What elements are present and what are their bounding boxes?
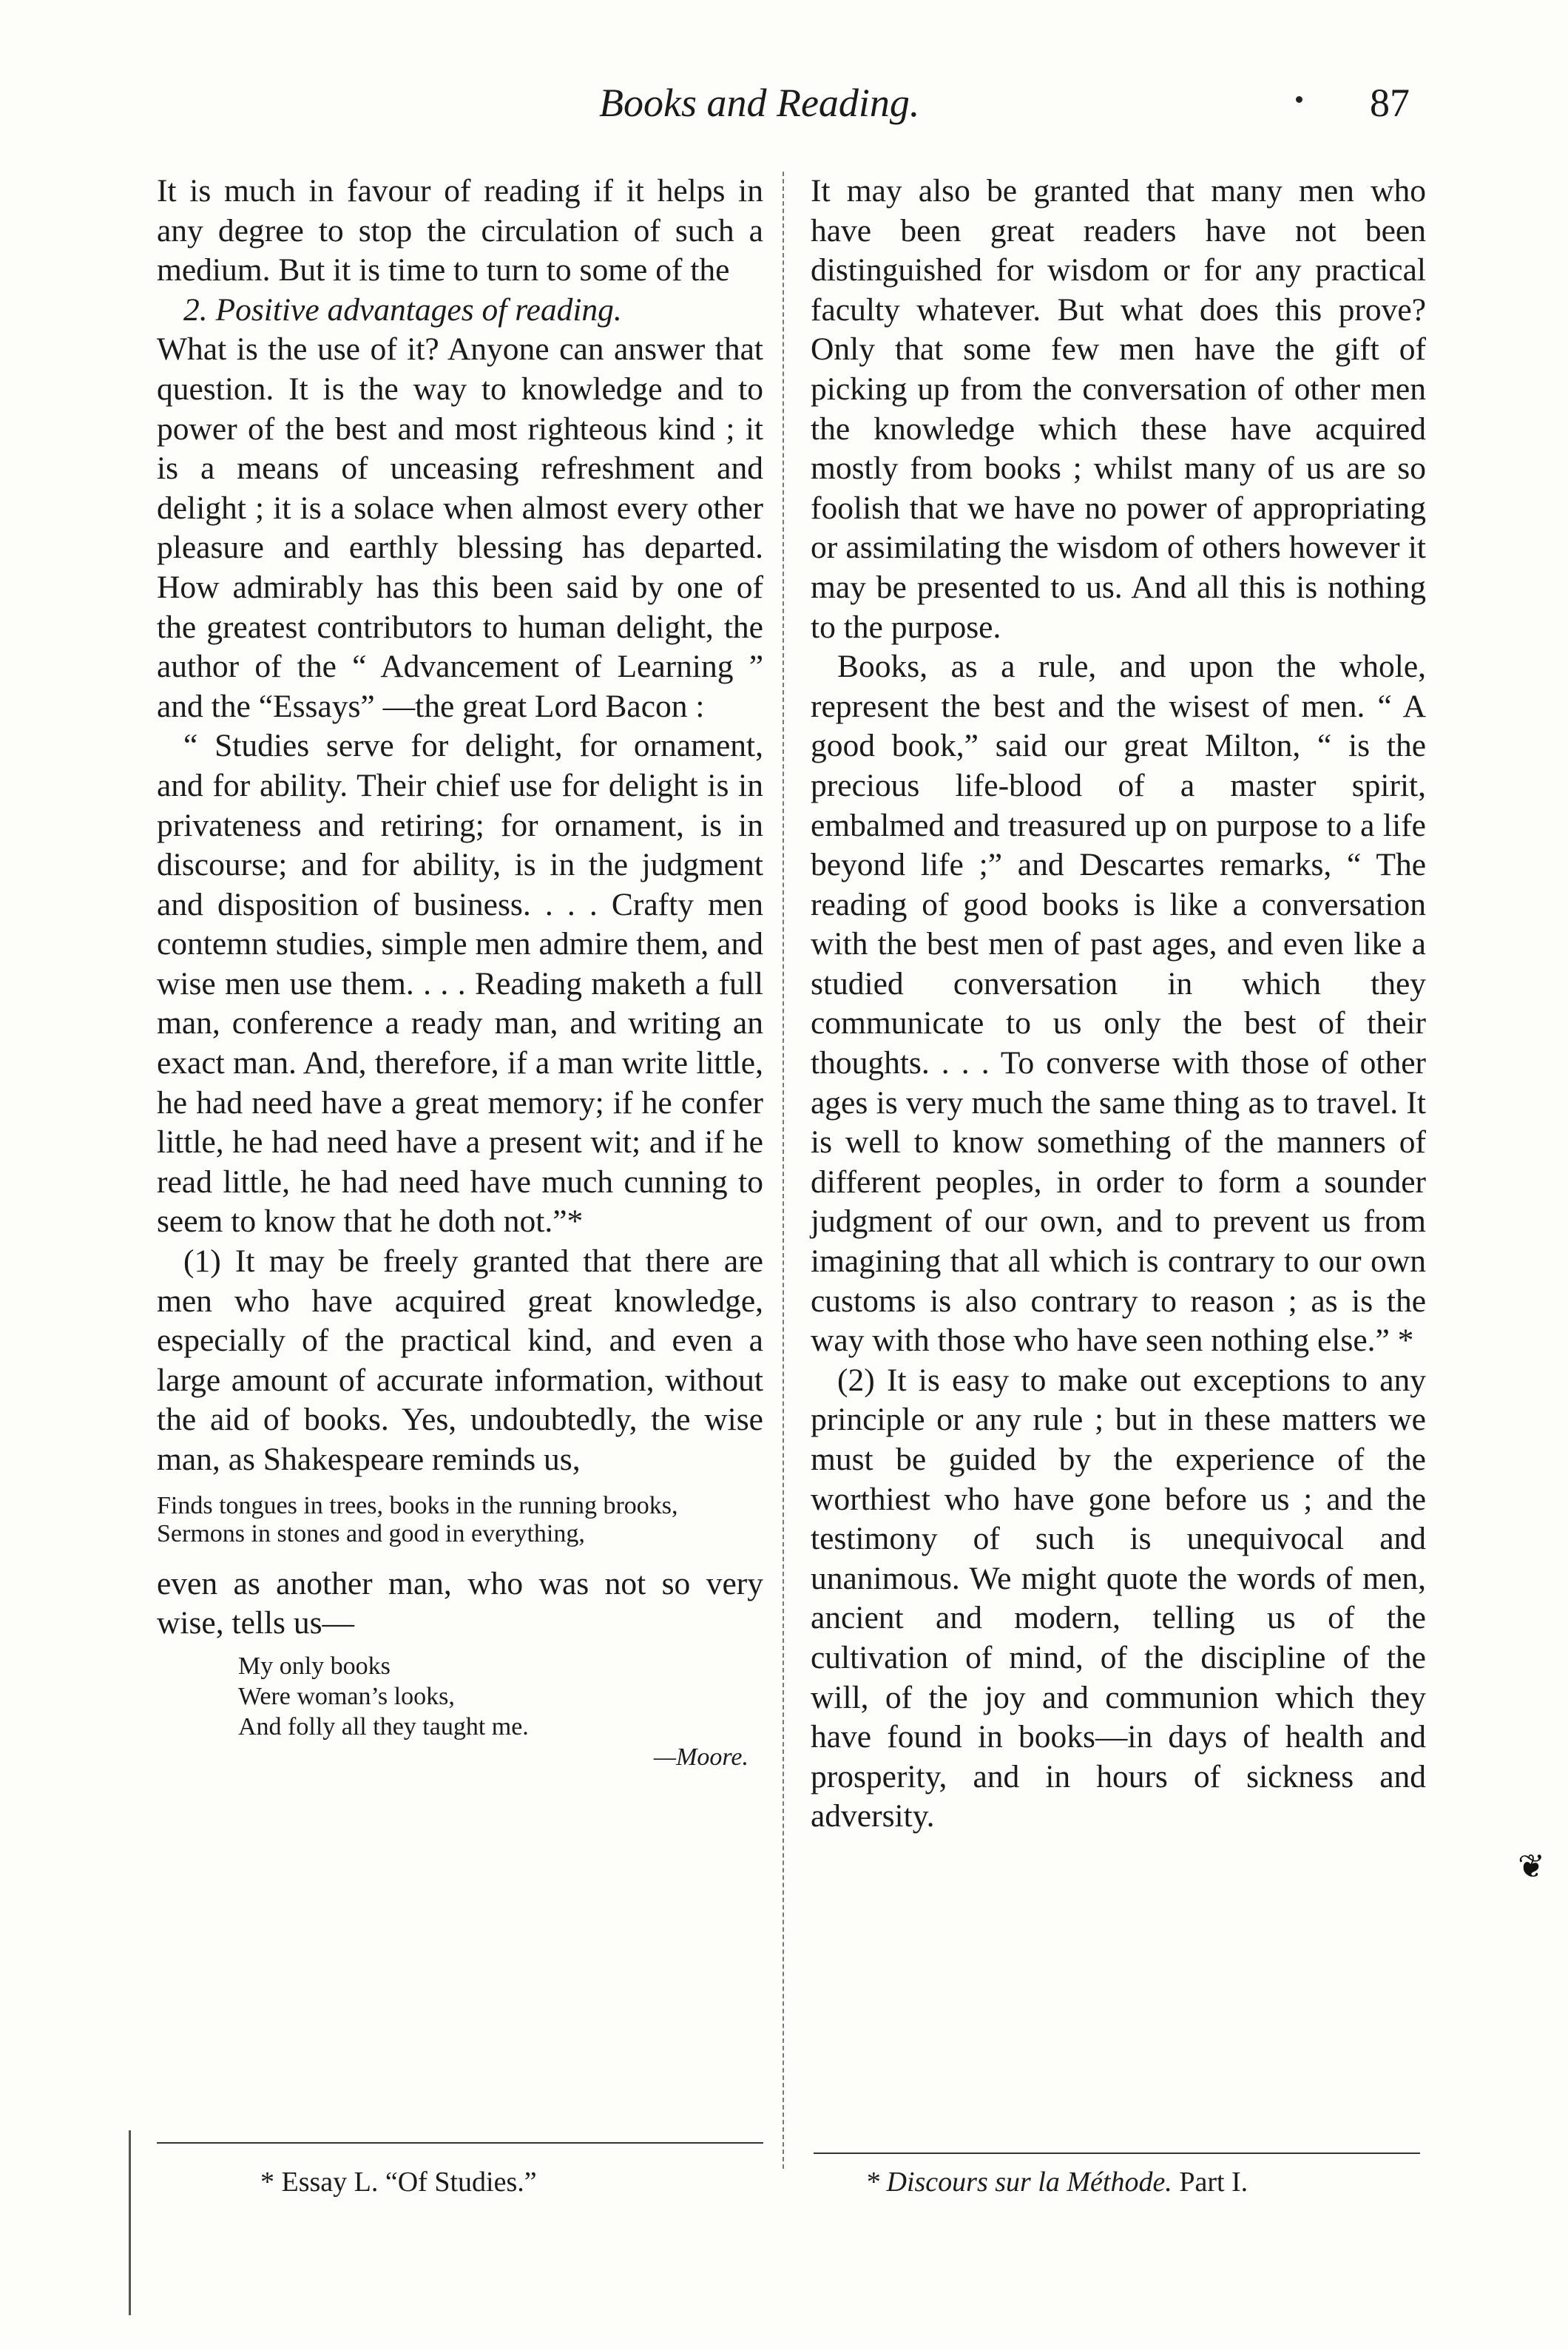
footnote-rule-right	[814, 2153, 1420, 2154]
margin-rule	[129, 2130, 131, 2315]
page-header	[0, 80, 1568, 132]
footnote-work-title: * Discours sur la Méthode.	[865, 2167, 1172, 2198]
footnote-part: Part I.	[1179, 2167, 1248, 2198]
bacon-quote: “ Studies serve for delight, for ornament, and for ability. Their chief use for delight is in privateness and retiring; for ornament, is in discourse; and for ability, is in the judgment and disposition of business. . . . Crafty men contemn studies, simple men admire them, and wise men use them. . . . Reading maketh a full man, conference a ready man, and writing an exact man. And, therefore, if a man write little, he had need have a great memory; if he confer little, he had need have a present wit; and if he read little, he had need have much cunning to seem to know that he doth not.”*	[157, 728, 763, 1240]
verse-line: Were woman’s looks,	[238, 1682, 455, 1710]
verse-line: Finds tongues in trees, books in the running brooks,	[157, 1491, 678, 1519]
footnote-rule-left	[157, 2142, 763, 2144]
page-number: 87	[1370, 81, 1410, 125]
ink-speck	[1296, 96, 1302, 103]
verse-line: Sermons in stones and good in everything,	[157, 1519, 585, 1547]
left-column	[157, 172, 763, 1772]
verse-line: And folly all they taught me.	[238, 1712, 529, 1740]
verse-line: My only books	[238, 1652, 391, 1680]
column-divider	[783, 172, 784, 2169]
footnote-left: * Essay L. “Of Studies.”	[260, 2167, 537, 2198]
right-paragraph-3: (2) It is easy to make out exceptions to any principle or any rule ; but in these matters we must be guided by the experience of the worthiest who have gone before us ; and the testimony of such is unequivocal and unanimous. We might quote the words of men, ancient and modern, telling us of the cultivation of mind, of the discipline of the will, of the joy and communion which they have found in books—in days of health and prosperity, and in hours of sickness and adversity.	[811, 1362, 1426, 1834]
left-paragraph-1: It is much in favour of reading if it helps in any degree to stop the circulation of such a medium. But it is time to turn to some of the	[157, 173, 763, 288]
margin-blot: ❦	[1518, 1848, 1545, 1885]
left-paragraph-5: even as another man, who was not so very wise, tells us—	[157, 1565, 763, 1641]
left-paragraph-4: (1) It may be freely granted that there are men who have acquired great knowledge, especially of the practical kind, and even a large amount of accurate information, without the aid of books. Yes, undoubtedly, the wise man, as Shakespeare reminds us,	[157, 1243, 763, 1477]
verse-attribution: —Moore.	[653, 1743, 748, 1771]
right-paragraph-2: Books, as a rule, and upon the whole, represent the best and the wisest of men. “ A good book,” said our great Milton, “ is the precious life-blood of a master spirit, embalmed and treasured up on purpose to a life beyond life ;” and Descartes remarks, “ The reading of good books is like a conversation with the best men of past ages, and even like a studied conversation in which they communicate to us only the best of their thoughts. . . . To converse with those of other ages is very much the same thing as to travel. It is well to know something of the manners of different peoples, in order to form a sounder judgment of our own, and to prevent us from imagining that all which is contrary to our own customs is also contrary to reason ; as is the way with those who have seen nothing else.” *	[811, 649, 1426, 1359]
moore-verse	[238, 1651, 763, 1772]
running-title: Books and Reading.	[599, 81, 920, 125]
footnote-right	[865, 2166, 1248, 2198]
shakespeare-verse	[157, 1492, 763, 1548]
right-paragraph-1: It may also be granted that many men who have been great readers have not been distinguished for wisdom or for any practical faculty whatever. But what does this prove? Only that some few men have the gift of picking up from the conversation of other men the knowledge which these have acquired mostly from books ; whilst many of us are so foolish that we have no power of appropriating or assimilating the wisdom of others however it may be presented to us. And all this is nothing to the purpose.	[811, 173, 1426, 645]
left-paragraph-2: What is the use of it? Anyone can answer that question. It is the way to knowledge and to power of the best and most righteous kind ; it is a means of unceasing refreshment and delight ; it is a solace when almost every other pleasure and earthly blessing has departed. How admirably has this been said by one of the greatest contributors to human delight, the author of the “ Advancement of Learning ” and the “Essays” —the great Lord Bacon :	[157, 331, 763, 724]
section-heading	[157, 291, 763, 331]
section-heading-text: 2. Positive advantages of reading.	[183, 291, 622, 328]
right-column	[811, 172, 1426, 1837]
